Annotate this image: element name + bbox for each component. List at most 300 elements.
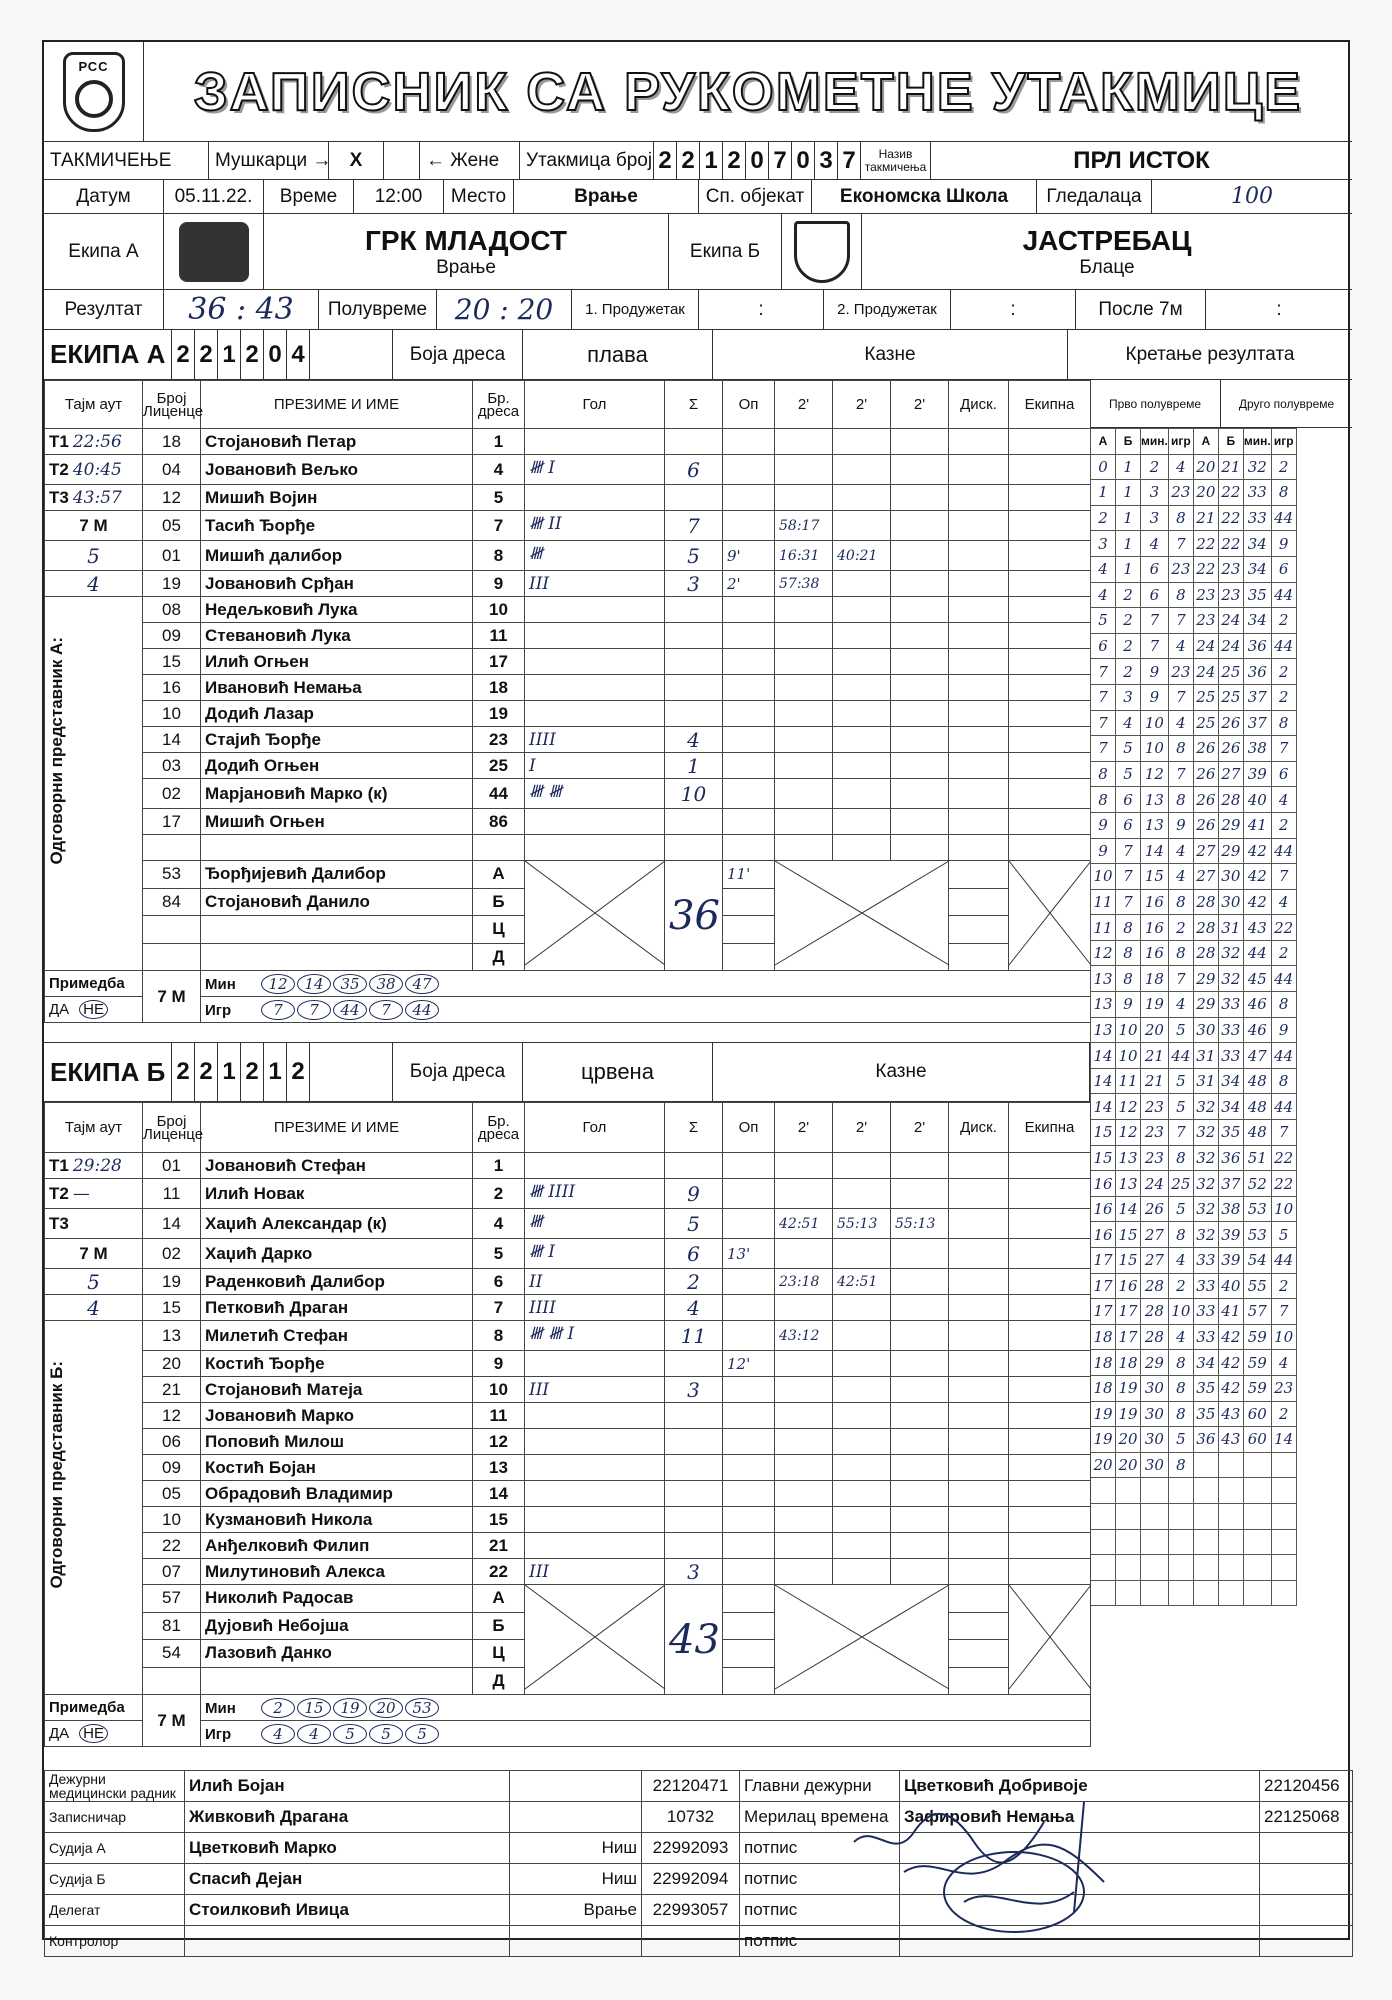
warning-cell xyxy=(723,1533,775,1559)
warning-cell xyxy=(723,675,775,701)
license-cell xyxy=(143,916,201,944)
progress-cell: 8 xyxy=(1168,1452,1193,1478)
goal-sum xyxy=(665,675,723,701)
progress-cell: 34 xyxy=(1193,1350,1218,1376)
progress-row xyxy=(1091,1529,1297,1555)
penalty-2min: 16:31 xyxy=(775,541,833,571)
progress-cell xyxy=(1091,1478,1116,1504)
goal-sum xyxy=(665,1153,723,1179)
player-row xyxy=(45,1153,1091,1179)
progress-cell: 13 xyxy=(1091,1017,1116,1043)
progress-cell: 7 xyxy=(1168,608,1193,634)
progress-cell xyxy=(1168,1503,1193,1529)
progress-cell: 6 xyxy=(1141,582,1169,608)
team-cell xyxy=(1009,1179,1091,1209)
license-cell: 09 xyxy=(143,623,201,649)
progress-cell: 34 xyxy=(1243,608,1271,634)
progress-cell xyxy=(1168,1478,1193,1504)
progress-cell xyxy=(1116,1555,1141,1581)
warning-cell xyxy=(723,597,775,623)
disq-cell xyxy=(949,1239,1009,1269)
progress-cell: 7 xyxy=(1141,633,1169,659)
progress-cell: 53 xyxy=(1243,1196,1271,1222)
jersey-number: 8 xyxy=(473,541,525,571)
seven-m-igr-value: 44 xyxy=(405,1000,439,1020)
progress-cell: 13 xyxy=(1141,787,1169,813)
penalty-2min xyxy=(891,809,949,835)
progress-cell: 14 xyxy=(1141,838,1169,864)
progress-cell: 18 xyxy=(1091,1350,1116,1376)
disq-cell xyxy=(949,1507,1009,1533)
player-name: Поповић Милош xyxy=(201,1429,473,1455)
progress-cell: 35 xyxy=(1218,1120,1243,1146)
jersey-number: 10 xyxy=(473,597,525,623)
goal-tally xyxy=(525,429,665,455)
team-a-jersey: плава xyxy=(523,330,713,379)
penalty-2min xyxy=(833,511,891,541)
progress-cell: 18 xyxy=(1091,1324,1116,1350)
seven-m-label: 7 М xyxy=(143,971,201,1023)
progress-cell: 24 xyxy=(1218,633,1243,659)
goal-sum: 11 xyxy=(665,1321,723,1351)
progress-cell: 43 xyxy=(1218,1427,1243,1453)
progress-cell: 5 xyxy=(1091,608,1116,634)
license-cell: 20 xyxy=(143,1351,201,1377)
progress-cell: 2 xyxy=(1116,608,1141,634)
player-name: Милетић Стефан xyxy=(201,1321,473,1351)
player-row xyxy=(45,779,1091,809)
progress-cell: 25 xyxy=(1218,659,1243,685)
progress-cell: 37 xyxy=(1218,1171,1243,1197)
progress-row xyxy=(1091,1196,1297,1222)
player-name: Јовановић Вељко xyxy=(201,455,473,485)
progress-header-row xyxy=(1091,429,1297,455)
progress-cell: 14 xyxy=(1271,1427,1296,1453)
progress-cell: 27 xyxy=(1141,1248,1169,1274)
progress-row xyxy=(1091,556,1297,582)
license-cell: 12 xyxy=(143,1403,201,1429)
player-name: Хаџић Дарко xyxy=(201,1239,473,1269)
jersey-number: 11 xyxy=(473,1403,525,1429)
progress-cell: 4 xyxy=(1168,454,1193,480)
jersey-number: 22 xyxy=(473,1559,525,1585)
penalty-2min xyxy=(833,1533,891,1559)
progress-cell: 23 xyxy=(1218,582,1243,608)
license-cell: 02 xyxy=(143,1239,201,1269)
team-cell xyxy=(1009,455,1091,485)
seven-m-min-label: Мин xyxy=(205,1699,236,1717)
progress-cell xyxy=(1271,1529,1296,1555)
progress-cell: 24 xyxy=(1141,1171,1169,1197)
penalty-2min xyxy=(833,597,891,623)
comp-name-label: Назив такмичења xyxy=(861,142,931,179)
progress-cell: 53 xyxy=(1243,1222,1271,1248)
license-cell: 04 xyxy=(143,455,201,485)
team-a-penalties-label: Казне xyxy=(713,330,1068,379)
cross-mark-icon xyxy=(1009,861,1091,965)
team-cell xyxy=(1009,675,1091,701)
disq-cell xyxy=(949,1295,1009,1321)
penalty-2min: 55:13 xyxy=(833,1209,891,1239)
progress-header-cell: А xyxy=(1091,429,1116,455)
progress-cell: 3 xyxy=(1116,684,1141,710)
progress-cell: 10 xyxy=(1141,736,1169,762)
match-no-label: Утакмица број xyxy=(520,142,654,179)
license-cell: 12 xyxy=(143,485,201,511)
team-a-block xyxy=(264,214,669,289)
remark-options xyxy=(45,1721,143,1747)
penalty-2min xyxy=(833,1429,891,1455)
progress-cell: 38 xyxy=(1243,736,1271,762)
progress-cell: 2 xyxy=(1271,1401,1296,1427)
license-cell xyxy=(143,1667,201,1695)
player-row xyxy=(45,1507,1091,1533)
jersey-number: 25 xyxy=(473,753,525,779)
warning-cell xyxy=(723,623,775,649)
progress-cell: 8 xyxy=(1168,940,1193,966)
jersey-number: 18 xyxy=(473,675,525,701)
goal-sum: 4 xyxy=(665,727,723,753)
timeout-cell xyxy=(45,1153,143,1179)
progress-cell: 8 xyxy=(1168,787,1193,813)
team-cell xyxy=(1009,753,1091,779)
venue-value: Економска Школа xyxy=(812,180,1037,213)
progress-cell: 21 xyxy=(1218,454,1243,480)
progress-cell: 11 xyxy=(1116,1068,1141,1094)
progress-cell: 7 xyxy=(1091,736,1116,762)
player-name xyxy=(201,835,473,861)
goal-sum xyxy=(665,649,723,675)
progress-cell: 30 xyxy=(1141,1427,1169,1453)
progress-cell: 31 xyxy=(1193,1068,1218,1094)
progress-cell: 4 xyxy=(1091,556,1116,582)
warning-cell xyxy=(723,835,775,861)
progress-cell: 8 xyxy=(1168,1401,1193,1427)
progress-row xyxy=(1091,1222,1297,1248)
logo-text: РСС xyxy=(78,58,109,74)
player-row xyxy=(45,835,1091,861)
player-row xyxy=(45,485,1091,511)
warning-cell xyxy=(723,1559,775,1585)
progress-cell: 35 xyxy=(1243,582,1271,608)
progress-cell: 5 xyxy=(1168,1196,1193,1222)
progress-cell xyxy=(1116,1478,1141,1504)
jersey-number: 19 xyxy=(473,701,525,727)
progress-cell: 26 xyxy=(1193,812,1218,838)
progress-cell: 26 xyxy=(1193,787,1218,813)
footer-license: 22992093 xyxy=(642,1833,740,1864)
disq-cell xyxy=(949,916,1009,944)
warning-cell xyxy=(723,1321,775,1351)
progress-cell: 32 xyxy=(1218,966,1243,992)
progress-cell xyxy=(1141,1529,1169,1555)
seven-m-value: 4 xyxy=(45,1295,143,1321)
progress-cell: 10 xyxy=(1116,1017,1141,1043)
progress-cell: 10 xyxy=(1271,1324,1296,1350)
progress-cell: 5 xyxy=(1116,761,1141,787)
digit-cell: 1 xyxy=(264,1043,287,1101)
progress-cell: 8 xyxy=(1116,915,1141,941)
progress-cell xyxy=(1091,1529,1116,1555)
player-name: Мишић далибор xyxy=(201,541,473,571)
goal-tally: 𝍸 xyxy=(525,1209,665,1239)
progress-cell: 22 xyxy=(1193,531,1218,557)
footer-role: Судија Б xyxy=(45,1864,185,1895)
progress-cell: 44 xyxy=(1271,838,1296,864)
progress-cell: 28 xyxy=(1193,889,1218,915)
progress-cell: 4 xyxy=(1271,1350,1296,1376)
footer-license xyxy=(642,1926,740,1957)
progress-cell: 26 xyxy=(1141,1196,1169,1222)
player-name: Обрадовић Владимир xyxy=(201,1481,473,1507)
col-name: ПРЕЗИМЕ И ИМЕ xyxy=(201,1103,473,1153)
goal-tally: 𝍸 I xyxy=(525,455,665,485)
progress-cell: 48 xyxy=(1243,1094,1271,1120)
progress-cell: 3 xyxy=(1141,480,1169,506)
jersey-number: 4 xyxy=(473,455,525,485)
score-progress-grid xyxy=(1090,428,1297,1606)
penalty-2min xyxy=(775,1295,833,1321)
progress-cell: 33 xyxy=(1218,1017,1243,1043)
disq-cell xyxy=(949,727,1009,753)
footer-name-cell xyxy=(185,1864,510,1895)
player-row xyxy=(45,675,1091,701)
progress-cell: 8 xyxy=(1091,761,1116,787)
license-cell: 17 xyxy=(143,809,201,835)
cross-mark-icon xyxy=(1009,1585,1091,1689)
team-b-table xyxy=(44,1102,1091,1747)
goal-sum xyxy=(665,1429,723,1455)
official-name xyxy=(201,916,473,944)
penalty-2min xyxy=(891,1481,949,1507)
footer-role-2: потпис xyxy=(740,1895,900,1926)
penalty-2min xyxy=(891,429,949,455)
player-name: Јовановић Стефан xyxy=(201,1153,473,1179)
seven-m-igr-value: 5 xyxy=(405,1724,439,1744)
goal-tally: IIII xyxy=(525,1295,665,1321)
progress-cell: 30 xyxy=(1141,1401,1169,1427)
seven-m-min-label: Мин xyxy=(205,975,236,993)
progress-cell: 20 xyxy=(1091,1452,1116,1478)
progress-row xyxy=(1091,1427,1297,1453)
license-cell: 15 xyxy=(143,1295,201,1321)
disq-cell xyxy=(949,1481,1009,1507)
officials-label: Одговорни представник А: xyxy=(47,637,66,865)
progress-cell xyxy=(1091,1580,1116,1606)
progress-cell: 17 xyxy=(1091,1248,1116,1274)
digit-cell: 1 xyxy=(218,1043,241,1101)
footer-name-cell xyxy=(185,1771,510,1802)
progress-cell: 2 xyxy=(1271,940,1296,966)
team-b-header xyxy=(44,1042,1090,1102)
progress-cell xyxy=(1271,1580,1296,1606)
license-cell: 13 xyxy=(143,1321,201,1351)
progress-row xyxy=(1091,1094,1297,1120)
penalty-2min xyxy=(775,623,833,649)
footer-name: Живковић Драгана xyxy=(189,1807,349,1826)
progress-row xyxy=(1091,1068,1297,1094)
disq-cell xyxy=(949,943,1009,971)
timeout-label: Т1 xyxy=(49,431,69,451)
disq-cell xyxy=(949,1351,1009,1377)
progress-cell: 11 xyxy=(1091,889,1116,915)
penalty-2min xyxy=(833,623,891,649)
player-name: Јовановић Марко xyxy=(201,1403,473,1429)
progress-cell: 14 xyxy=(1091,1043,1116,1069)
team-a-table xyxy=(44,380,1091,1023)
player-row xyxy=(45,701,1091,727)
ot2-label: 2. Продужетак xyxy=(824,290,951,329)
jersey-number: 11 xyxy=(473,623,525,649)
progress-cell: 7 xyxy=(1091,710,1116,736)
progress-cell: 4 xyxy=(1116,710,1141,736)
disq-cell xyxy=(949,455,1009,485)
progress-cell: 4 xyxy=(1168,864,1193,890)
disq-cell xyxy=(949,571,1009,597)
seven-m-label: 7 М xyxy=(45,1239,143,1269)
progress-row xyxy=(1091,1478,1297,1504)
team-cell xyxy=(1009,1321,1091,1351)
warning-cell xyxy=(723,1295,775,1321)
disq-cell xyxy=(949,1612,1009,1640)
player-row xyxy=(45,511,1091,541)
progress-cell: 32 xyxy=(1193,1196,1218,1222)
team-cell xyxy=(1009,485,1091,511)
warning-cell xyxy=(723,779,775,809)
penalty-2min xyxy=(891,597,949,623)
penalty-2min xyxy=(833,701,891,727)
col-team: Екипна xyxy=(1009,1103,1091,1153)
disq-cell xyxy=(949,1455,1009,1481)
progress-cell: 7 xyxy=(1168,531,1193,557)
goal-tally xyxy=(525,675,665,701)
jersey-number: 44 xyxy=(473,779,525,809)
license-cell: 21 xyxy=(143,1377,201,1403)
penalty-2min: 42:51 xyxy=(775,1209,833,1239)
footer-role-2: потпис xyxy=(740,1864,900,1895)
progress-cell: 27 xyxy=(1141,1222,1169,1248)
license-cell: 16 xyxy=(143,675,201,701)
footer-city xyxy=(510,1926,642,1957)
progress-cell: 8 xyxy=(1168,1222,1193,1248)
penalty-2min xyxy=(775,1153,833,1179)
progress-header-cell: мин. xyxy=(1141,429,1169,455)
progress-cell: 18 xyxy=(1116,1350,1141,1376)
score-progress-label: Кретање резултата xyxy=(1125,343,1295,365)
penalty-2min xyxy=(775,649,833,675)
footer-license: 10732 xyxy=(642,1802,740,1833)
jersey-number: 12 xyxy=(473,1429,525,1455)
license-cell: 84 xyxy=(143,888,201,916)
jersey-number: 4 xyxy=(473,1209,525,1239)
footer-name-2: Зафировић Немања xyxy=(900,1802,1260,1833)
penalty-2min xyxy=(891,835,949,861)
penalty-2min xyxy=(891,1351,949,1377)
disq-cell xyxy=(949,1179,1009,1209)
goal-sum: 3 xyxy=(665,571,723,597)
progress-cell: 5 xyxy=(1168,1094,1193,1120)
player-row xyxy=(45,753,1091,779)
progress-cell: 46 xyxy=(1243,1017,1271,1043)
progress-cell: 28 xyxy=(1193,915,1218,941)
license-cell: 18 xyxy=(143,429,201,455)
progress-cell: 60 xyxy=(1243,1427,1271,1453)
progress-cell: 34 xyxy=(1243,556,1271,582)
progress-cell: 33 xyxy=(1193,1248,1218,1274)
progress-row xyxy=(1091,915,1297,941)
progress-cell: 16 xyxy=(1141,940,1169,966)
progress-cell: 23 xyxy=(1271,1375,1296,1401)
progress-cell: 13 xyxy=(1091,992,1116,1018)
progress-cell: 6 xyxy=(1091,633,1116,659)
goal-tally xyxy=(525,1153,665,1179)
disq-cell xyxy=(949,649,1009,675)
player-name: Петковић Драган xyxy=(201,1295,473,1321)
progress-cell: 48 xyxy=(1243,1120,1271,1146)
progress-cell: 42 xyxy=(1243,889,1271,915)
seven-m-value: 5 xyxy=(45,541,143,571)
penalty-2min: 58:17 xyxy=(775,511,833,541)
footer-license-2: 22120456 xyxy=(1260,1771,1353,1802)
progress-cell: 7 xyxy=(1271,736,1296,762)
progress-cell: 41 xyxy=(1218,1299,1243,1325)
progress-row xyxy=(1091,736,1297,762)
goal-sum xyxy=(665,809,723,835)
jersey-number: 8 xyxy=(473,1321,525,1351)
progress-cell: 7 xyxy=(1116,864,1141,890)
progress-cell xyxy=(1193,1452,1218,1478)
progress-cell: 24 xyxy=(1218,608,1243,634)
team-cell xyxy=(1009,1351,1091,1377)
digit-cell: 0 xyxy=(264,330,287,379)
digit-cell: 4 xyxy=(287,330,310,379)
penalty-2min xyxy=(891,1153,949,1179)
progress-cell: 33 xyxy=(1243,480,1271,506)
progress-cell: 48 xyxy=(1243,1068,1271,1094)
warning-cell xyxy=(723,916,775,944)
progress-cell: 40 xyxy=(1243,787,1271,813)
progress-cell xyxy=(1193,1580,1218,1606)
player-row xyxy=(45,1239,1091,1269)
official-letter: А xyxy=(473,1585,525,1613)
time-label: Време xyxy=(264,180,354,213)
disq-cell xyxy=(949,623,1009,649)
penalty-2min xyxy=(775,809,833,835)
penalty-2min xyxy=(891,485,949,511)
seven-m-igr-value: 44 xyxy=(333,1000,367,1020)
digit-cell: 1 xyxy=(700,142,723,179)
progress-cell: 26 xyxy=(1193,761,1218,787)
progress-cell: 8 xyxy=(1271,480,1296,506)
progress-cell: 5 xyxy=(1168,1017,1193,1043)
warning-cell xyxy=(723,1153,775,1179)
disq-cell xyxy=(949,1533,1009,1559)
disq-cell xyxy=(949,485,1009,511)
progress-cell: 20 xyxy=(1141,1017,1169,1043)
penalty-2min xyxy=(775,675,833,701)
player-name: Додић Огњен xyxy=(201,753,473,779)
penalty-2min xyxy=(775,1481,833,1507)
result-row xyxy=(44,290,1352,330)
progress-cell xyxy=(1271,1555,1296,1581)
progress-cell: 23 xyxy=(1168,659,1193,685)
digit-cell: 2 xyxy=(172,1043,195,1101)
license-cell: 22 xyxy=(143,1533,201,1559)
penalty-2min: 55:13 xyxy=(891,1209,949,1239)
remark-row xyxy=(45,1721,1091,1747)
footer-role-2: Главни дежурни xyxy=(740,1771,900,1802)
seven-m-label: 7 М xyxy=(45,511,143,541)
